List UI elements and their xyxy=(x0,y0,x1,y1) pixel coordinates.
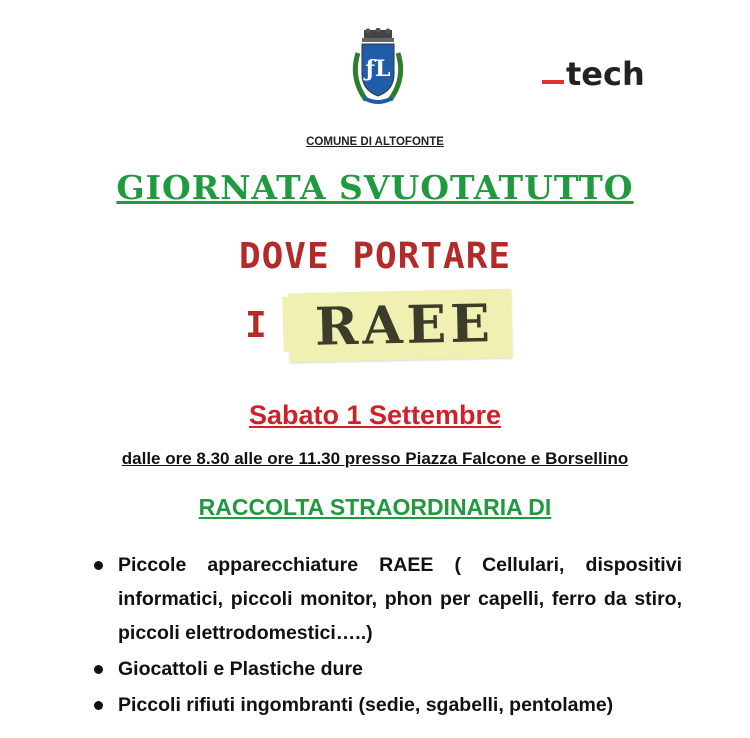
svg-text:ƒL: ƒL xyxy=(365,56,391,82)
subtitle-prefix: I xyxy=(245,304,267,346)
collection-list xyxy=(92,548,682,724)
logo-text: tech xyxy=(566,55,645,93)
raee-highlight-text: RAEE xyxy=(314,292,495,358)
subtitle-line1: DOVE PORTARE xyxy=(238,236,512,277)
list-item-text: Giocattoli e Plastiche dure xyxy=(118,658,363,680)
subtitle-line2 xyxy=(245,290,512,360)
tech-logo xyxy=(542,55,645,93)
list-item-text: Piccoli rifiuti ingombranti (sedie, sgabelli, pentolame) xyxy=(118,694,614,716)
list-item xyxy=(92,548,682,650)
tape-highlight xyxy=(288,288,512,362)
event-time-place: dalle ore 8.30 alle ore 11.30 presso Piazza Falcone e Borsellino xyxy=(121,449,629,468)
logo-accent-bar xyxy=(542,80,564,84)
bullet-icon xyxy=(94,701,103,710)
event-title: GIORNATA SVUOTATUTTO xyxy=(116,168,634,207)
collection-heading: RACCOLTA STRAORDINARIA DI xyxy=(198,494,552,520)
list-item xyxy=(92,652,682,686)
municipality-name: COMUNE DI ALTOFONTE xyxy=(306,136,444,148)
list-item xyxy=(92,688,682,722)
bullet-icon xyxy=(94,665,103,674)
municipal-crest-icon xyxy=(348,28,408,108)
bullet-icon xyxy=(94,561,103,570)
event-date: Sabato 1 Settembre xyxy=(248,400,502,430)
list-item-text: Piccole apparecchiature RAEE ( Cellulari, dispositivi informatici, piccoli monitor, phon per capelli, ferro da stiro, piccoli elettrodomestici…..) xyxy=(118,554,682,644)
